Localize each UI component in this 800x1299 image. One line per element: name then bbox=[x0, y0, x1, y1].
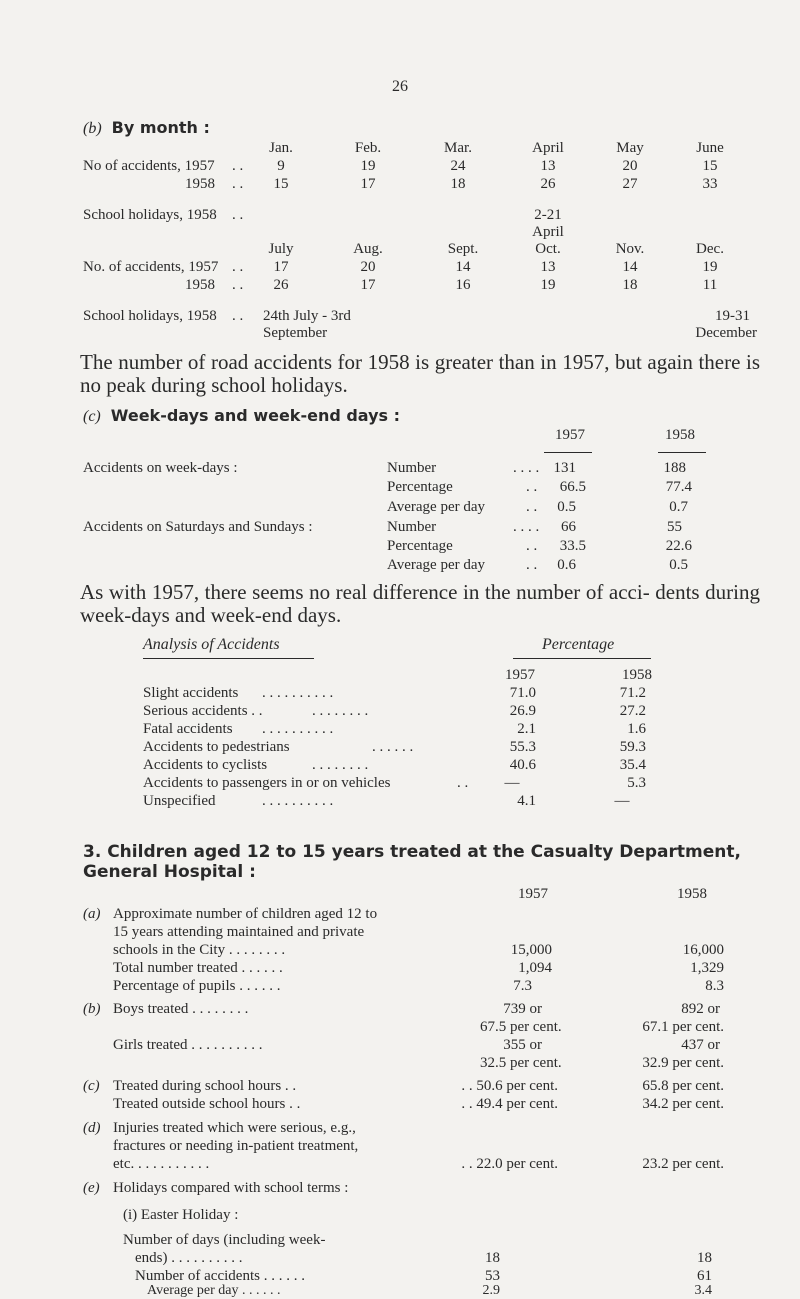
group-weekend-label: Accidents on Saturdays and Sundays : bbox=[83, 519, 313, 535]
table-cell: 26.9 bbox=[509, 703, 536, 719]
item-letter-e: (e) bbox=[83, 1180, 100, 1196]
table-cell: 18 bbox=[622, 277, 638, 293]
section-b-letter: (b) bbox=[83, 120, 102, 137]
table-cell: 27 bbox=[622, 176, 638, 192]
paragraph-road-accidents: The number of road accidents for 1958 is greater than in 1957, but again there is no peak during school holidays. bbox=[80, 350, 760, 397]
table-cell: 26 bbox=[273, 277, 289, 293]
table-cell: . . 22.0 per cent. bbox=[461, 1156, 558, 1172]
table-cell: 26 bbox=[540, 176, 556, 192]
analysis-underline bbox=[143, 658, 314, 659]
row-label: Accidents to cyclists bbox=[143, 757, 268, 773]
section-c-letter: (c) bbox=[83, 408, 101, 425]
table-cell: 35.4 bbox=[619, 757, 646, 773]
table-cell: 53 bbox=[485, 1268, 500, 1284]
leader-dots: . . . . . . . . bbox=[312, 757, 369, 773]
table-cell: 20 bbox=[622, 158, 638, 174]
col-year-1957: 1957 bbox=[555, 427, 585, 443]
holiday-cell: 24th July - 3rd bbox=[263, 308, 351, 324]
leader-dots: . . bbox=[526, 538, 538, 554]
month-header: May bbox=[616, 140, 644, 156]
month-header: June bbox=[696, 140, 724, 156]
section-c-title: Week-days and week-end days : bbox=[110, 406, 401, 425]
table-cell: 55 bbox=[667, 519, 682, 535]
month-header: Aug. bbox=[353, 241, 383, 257]
table-cell: 32.9 per cent. bbox=[642, 1055, 724, 1071]
leader-dots: . . . . bbox=[513, 460, 540, 476]
table-cell: 9 bbox=[277, 158, 285, 174]
easter-heading: (i) Easter Holiday : bbox=[123, 1207, 239, 1223]
table-cell: 0.6 bbox=[557, 557, 576, 573]
month-header: April bbox=[532, 140, 564, 156]
table-cell: 5.3 bbox=[627, 775, 646, 791]
item-letter-d: (d) bbox=[83, 1120, 101, 1136]
group-weekdays-label: Accidents on week-days : bbox=[83, 460, 238, 476]
row-label: Number of days (including week- bbox=[123, 1232, 326, 1248]
item-letter-c: (c) bbox=[83, 1078, 100, 1094]
holiday-cell: April bbox=[532, 224, 564, 240]
leader-dots: . . bbox=[526, 479, 538, 495]
row-label: Percentage of pupils . . . . . . bbox=[113, 978, 281, 994]
table-cell: 22.6 bbox=[665, 538, 692, 554]
table-cell: 892 or bbox=[681, 1001, 720, 1017]
col-year-1958: 1958 bbox=[622, 667, 652, 683]
item-e-text: Holidays compared with school terms : bbox=[113, 1180, 349, 1196]
leader-dots: . . . . . . . . . . bbox=[262, 721, 334, 737]
table-cell: 16 bbox=[455, 277, 471, 293]
item-d-text: fractures or needing in-patient treatment, bbox=[113, 1138, 359, 1154]
table-cell: 61 bbox=[697, 1268, 712, 1284]
table-cell: 15,000 bbox=[510, 942, 552, 958]
table-cell: 2.1 bbox=[517, 721, 536, 737]
row-label: Percentage bbox=[387, 538, 453, 554]
percentage-underline bbox=[513, 658, 651, 659]
table-cell: 67.1 per cent. bbox=[642, 1019, 724, 1035]
table-cell: 19 bbox=[702, 259, 718, 275]
table-cell: 0.5 bbox=[557, 499, 576, 515]
table-cell: 66 bbox=[561, 519, 576, 535]
month-header: Jan. bbox=[269, 140, 293, 156]
table-cell: 131 bbox=[553, 460, 576, 476]
table-cell: 13 bbox=[540, 259, 556, 275]
leader-dots: . . . . . . . . bbox=[312, 703, 369, 719]
column-rule bbox=[658, 452, 706, 453]
row-label: Slight accidents bbox=[143, 685, 239, 701]
row-label: Percentage bbox=[387, 479, 453, 495]
table-cell: 188 bbox=[663, 460, 686, 476]
row-label: No. of accidents, 1957 bbox=[83, 259, 219, 275]
column-rule bbox=[544, 452, 592, 453]
table-cell: 11 bbox=[702, 277, 718, 293]
table-cell: 355 or bbox=[503, 1037, 542, 1053]
col-year-1957: 1957 bbox=[505, 667, 535, 683]
table-cell: 14 bbox=[622, 259, 638, 275]
section-b-title: By month : bbox=[111, 118, 210, 137]
leader-dots: . . . . . . . . . . bbox=[262, 685, 334, 701]
table-cell: 17 bbox=[360, 277, 376, 293]
table-cell: 17 bbox=[273, 259, 289, 275]
table-cell: 7.3 bbox=[513, 978, 532, 994]
leader-dots: . . bbox=[232, 176, 244, 192]
row-label: Number bbox=[387, 460, 437, 476]
row-label: No of accidents, 1957 bbox=[83, 158, 215, 174]
leader-dots: . . bbox=[232, 308, 244, 324]
row-label: Fatal accidents bbox=[143, 721, 233, 737]
leader-dots: . . bbox=[232, 259, 244, 275]
holiday-cell: September bbox=[263, 325, 328, 341]
row-label: Treated during school hours . . bbox=[113, 1078, 297, 1094]
item-a-text: schools in the City . . . . . . . . bbox=[113, 942, 286, 958]
row-label: School holidays, 1958 bbox=[83, 308, 217, 324]
col-year-1957: 1957 bbox=[518, 886, 548, 902]
section-b-heading bbox=[83, 118, 210, 138]
table-cell: 18 bbox=[697, 1250, 712, 1266]
table-cell: 14 bbox=[455, 259, 471, 275]
item-d-text: etc. . . . . . . . . . . bbox=[113, 1156, 210, 1172]
row-label: Number of accidents . . . . . . bbox=[135, 1268, 305, 1284]
paragraph-no-difference: As with 1957, there seems no real difference in the number of acci- dents during week-days and week-end days. bbox=[80, 580, 760, 627]
item-a-text: 15 years attending maintained and private bbox=[113, 924, 365, 940]
row-label: Serious accidents . . bbox=[143, 703, 263, 719]
item-letter-b: (b) bbox=[83, 1001, 101, 1017]
section-3-heading-line1: 3. Children aged 12 to 15 years treated at the Casualty Department, bbox=[83, 842, 741, 862]
row-label: Average per day . . . . . . bbox=[147, 1283, 281, 1298]
table-cell: 66.5 bbox=[559, 479, 586, 495]
table-cell: 0.7 bbox=[669, 499, 688, 515]
section-c-heading bbox=[83, 406, 400, 426]
row-label: Total number treated . . . . . . bbox=[113, 960, 283, 976]
table-cell: . . 50.6 per cent. bbox=[461, 1078, 558, 1094]
table-cell: 1.6 bbox=[627, 721, 646, 737]
analysis-heading: Analysis of Accidents bbox=[143, 636, 280, 653]
leader-dots: . . bbox=[457, 775, 469, 791]
table-cell: 739 or bbox=[503, 1001, 542, 1017]
leader-dots: . . . . bbox=[513, 519, 540, 535]
table-cell: — bbox=[614, 793, 630, 809]
item-a-text: Approximate number of children aged 12 to bbox=[113, 906, 378, 922]
percentage-heading: Percentage bbox=[542, 636, 615, 653]
table-cell: 71.0 bbox=[509, 685, 536, 701]
table-cell: 77.4 bbox=[665, 479, 692, 495]
leader-dots: . . bbox=[526, 557, 538, 573]
table-cell: 40.6 bbox=[509, 757, 536, 773]
row-label: School holidays, 1958 bbox=[83, 207, 217, 223]
table-cell: — bbox=[504, 775, 520, 791]
row-label: ends) . . . . . . . . . . bbox=[135, 1250, 243, 1266]
section-3-heading-line2: General Hospital : bbox=[83, 862, 256, 882]
table-cell: 19 bbox=[540, 277, 556, 293]
month-header: Feb. bbox=[354, 140, 382, 156]
row-label: Number bbox=[387, 519, 437, 535]
table-cell: 18 bbox=[485, 1250, 500, 1266]
table-cell: 13 bbox=[540, 158, 556, 174]
table-cell: 19 bbox=[360, 158, 376, 174]
table-cell: . . 49.4 per cent. bbox=[461, 1096, 558, 1112]
leader-dots: . . bbox=[232, 158, 244, 174]
page-number: 26 bbox=[392, 78, 408, 95]
row-label: Treated outside school hours . . bbox=[113, 1096, 301, 1112]
item-d-text: Injuries treated which were serious, e.g., bbox=[113, 1120, 356, 1136]
table-cell: 15 bbox=[702, 158, 718, 174]
table-cell: 17 bbox=[360, 176, 376, 192]
holiday-cell: 19-31 bbox=[715, 308, 750, 324]
leader-dots: . . . . . . . . . . bbox=[262, 793, 334, 809]
table-cell: 32.5 per cent. bbox=[480, 1055, 562, 1071]
month-header: July bbox=[268, 241, 294, 257]
table-cell: 23.2 per cent. bbox=[642, 1156, 724, 1172]
table-cell: 1,094 bbox=[518, 960, 552, 976]
table-cell: 33.5 bbox=[559, 538, 586, 554]
leader-dots: . . bbox=[526, 499, 538, 515]
table-cell: 437 or bbox=[681, 1037, 720, 1053]
table-cell: 34.2 per cent. bbox=[642, 1096, 724, 1112]
holiday-cell: 2-21 bbox=[534, 207, 562, 223]
table-cell: 24 bbox=[450, 158, 466, 174]
row-label: Average per day bbox=[387, 499, 485, 515]
table-cell: 20 bbox=[360, 259, 376, 275]
item-letter-a: (a) bbox=[83, 906, 101, 922]
month-header: Nov. bbox=[615, 241, 645, 257]
table-cell: 4.1 bbox=[517, 793, 536, 809]
row-label: Unspecified bbox=[143, 793, 216, 809]
holiday-cell: December bbox=[695, 325, 757, 341]
row-label: Accidents to pedestrians bbox=[143, 739, 290, 755]
col-year-1958: 1958 bbox=[677, 886, 707, 902]
month-header: Mar. bbox=[444, 140, 472, 156]
month-header: Dec. bbox=[696, 241, 724, 257]
table-cell: 0.5 bbox=[669, 557, 688, 573]
table-cell: 2.9 bbox=[482, 1283, 500, 1298]
month-header: Oct. bbox=[535, 241, 561, 257]
leader-dots: . . bbox=[232, 207, 244, 223]
table-cell: 15 bbox=[273, 176, 289, 192]
row-label: Girls treated . . . . . . . . . . bbox=[113, 1037, 263, 1053]
table-cell: 16,000 bbox=[682, 942, 724, 958]
leader-dots: . . bbox=[232, 277, 244, 293]
row-label: Average per day bbox=[387, 557, 485, 573]
table-cell: 59.3 bbox=[619, 739, 646, 755]
table-cell: 67.5 per cent. bbox=[480, 1019, 562, 1035]
table-cell: 55.3 bbox=[509, 739, 536, 755]
row-label: Boys treated . . . . . . . . bbox=[113, 1001, 249, 1017]
row-label: Accidents to passengers in or on vehicles bbox=[143, 775, 391, 791]
table-cell: 71.2 bbox=[619, 685, 646, 701]
row-label-year: 1958 bbox=[185, 277, 215, 293]
leader-dots: . . . . . . bbox=[372, 739, 414, 755]
table-cell: 65.8 per cent. bbox=[642, 1078, 724, 1094]
table-cell: 3.4 bbox=[694, 1283, 712, 1298]
col-year-1958: 1958 bbox=[665, 427, 695, 443]
table-cell: 8.3 bbox=[705, 978, 724, 994]
month-header: Sept. bbox=[447, 241, 479, 257]
table-cell: 1,329 bbox=[690, 960, 724, 976]
table-cell: 18 bbox=[450, 176, 466, 192]
row-label-year: 1958 bbox=[185, 176, 215, 192]
table-cell: 27.2 bbox=[619, 703, 646, 719]
table-cell: 33 bbox=[702, 176, 718, 192]
